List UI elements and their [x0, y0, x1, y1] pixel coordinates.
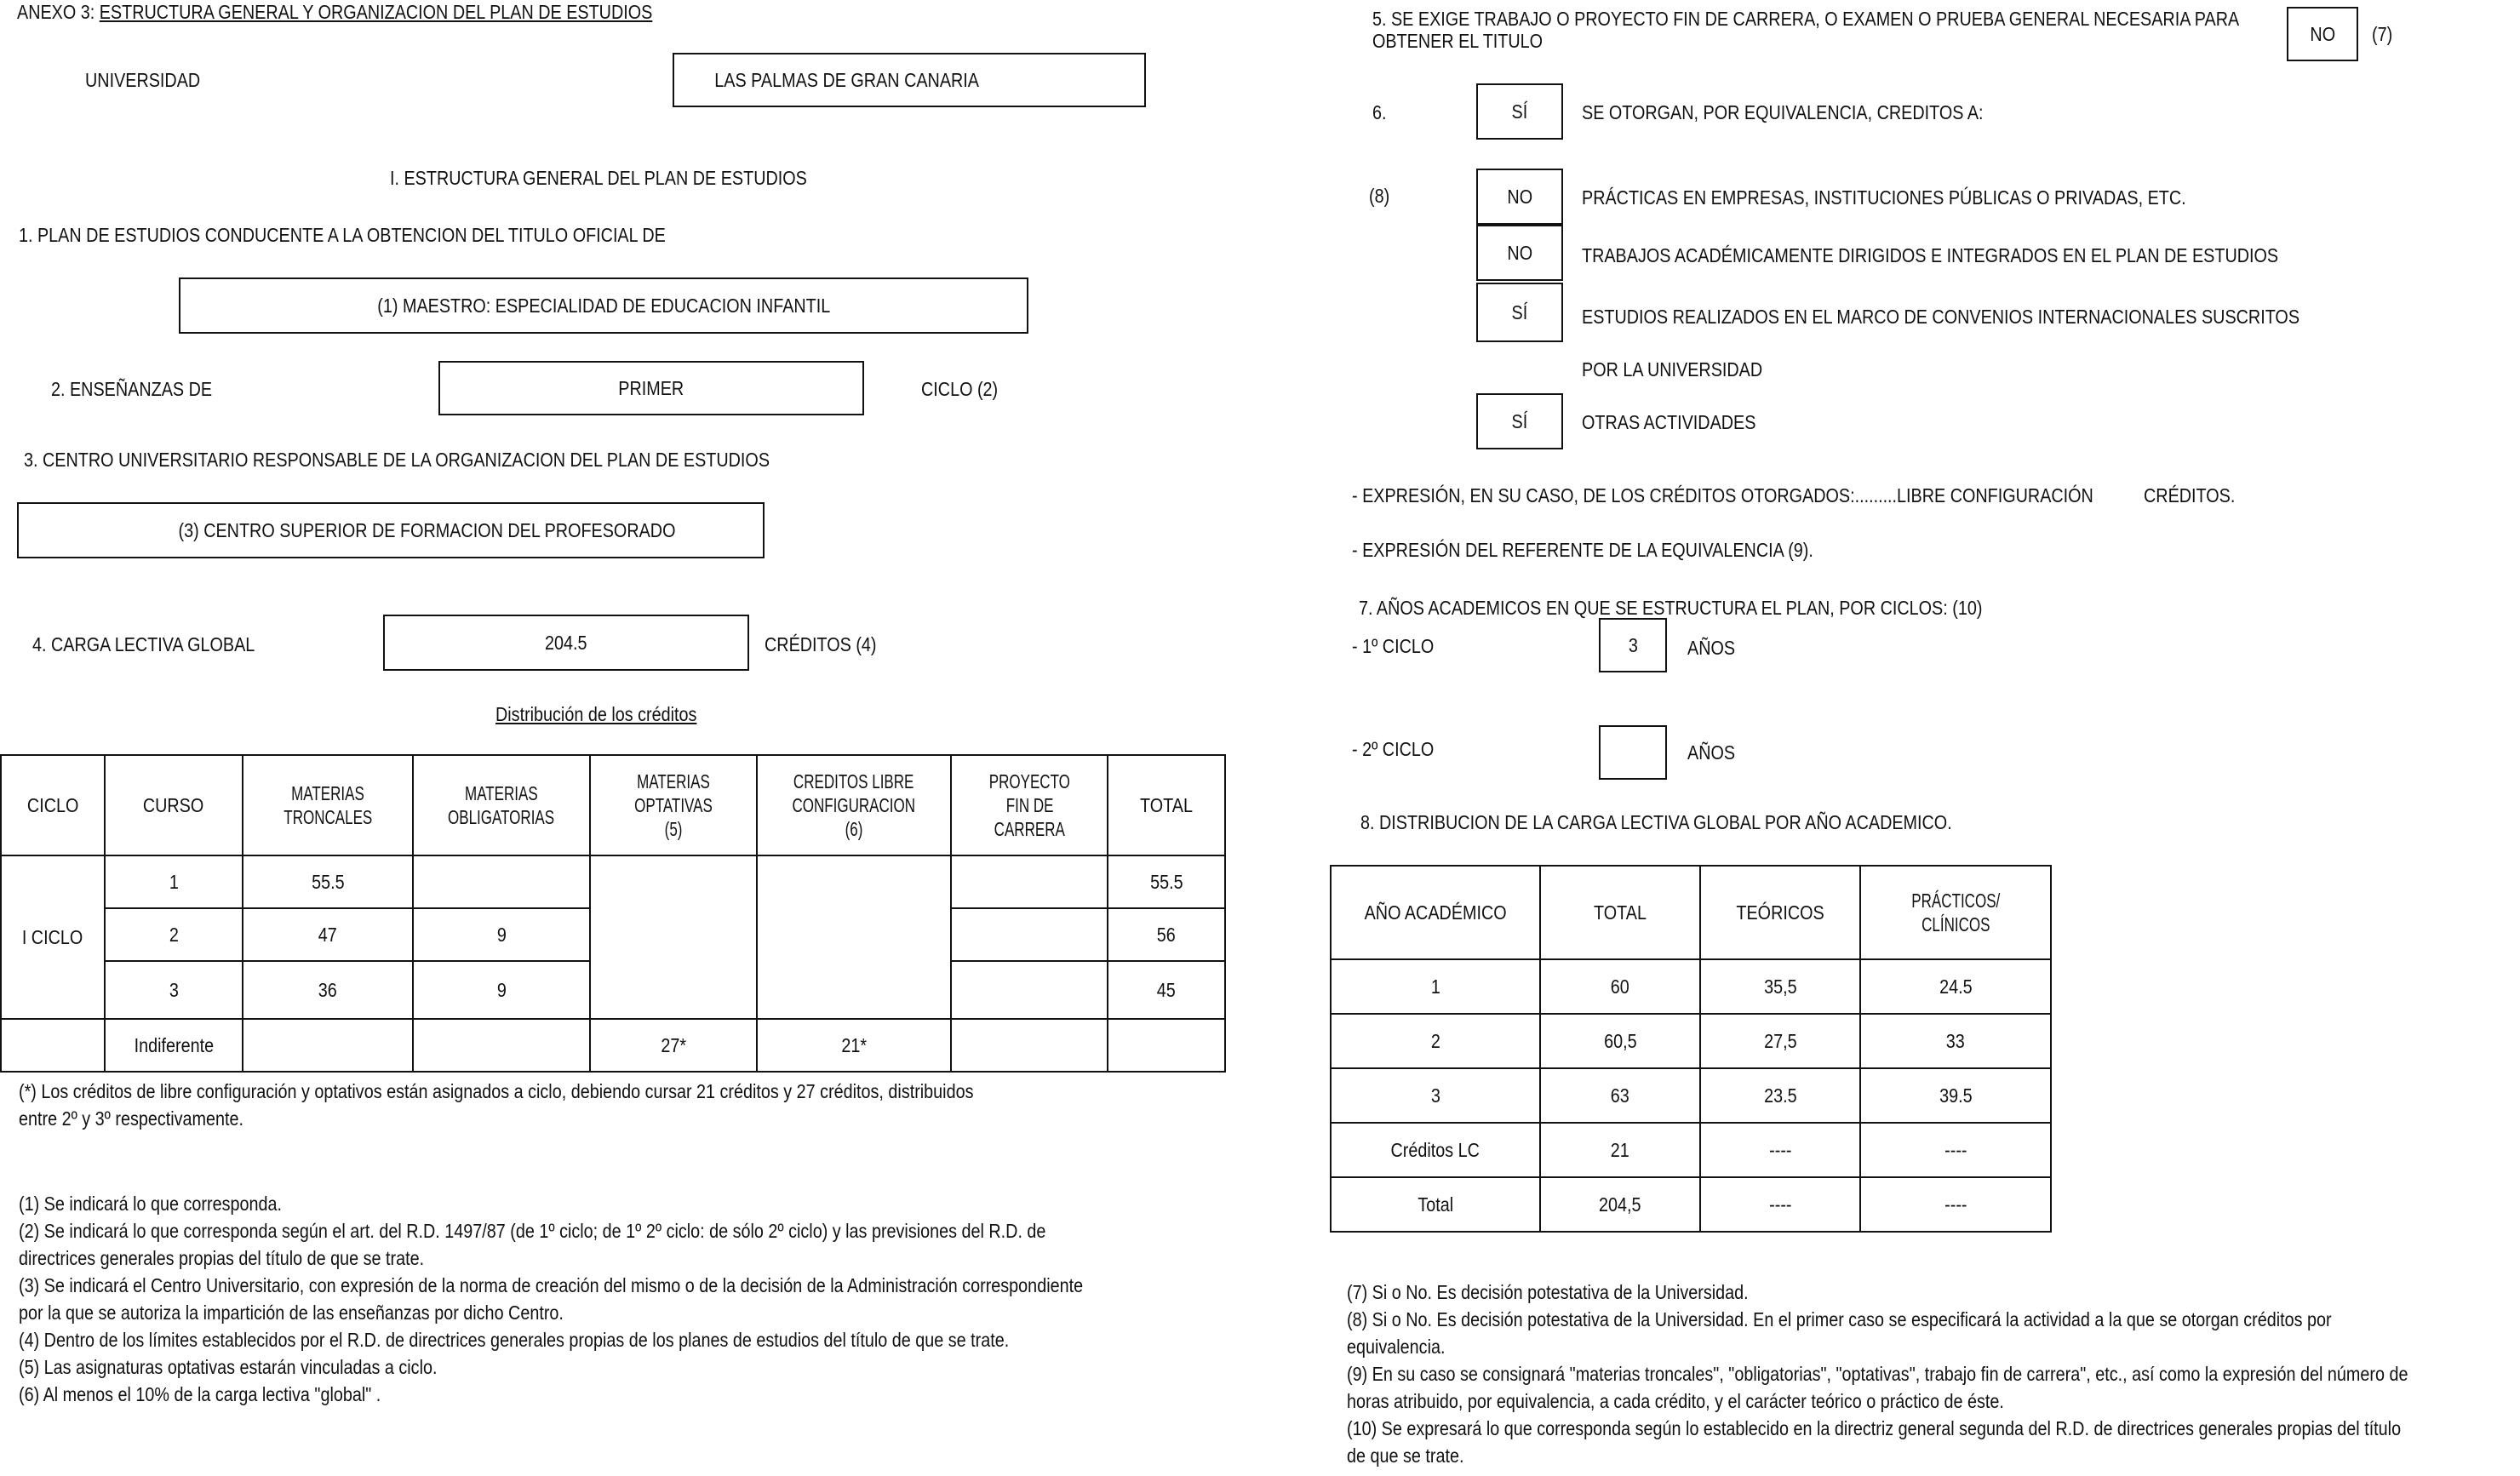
item6-ref: (8) — [1369, 185, 1390, 207]
item6-label: 6. — [1372, 101, 1387, 123]
item8-label: 8. DISTRIBUCION DE LA CARGA LECTIVA GLOBAL POR AÑO ACADEMICO. — [1360, 811, 1952, 833]
item3-value-box — [17, 502, 765, 558]
ciclo2-value-box — [1599, 725, 1667, 780]
ciclo-cell: I CICLO — [1, 855, 105, 1019]
header-obligatorias: MATERIAS OBLIGATORIAS — [413, 755, 590, 855]
header-practicos: PRÁCTICOS/ CLÍNICOS — [1860, 866, 2051, 959]
item2-value: PRIMER — [618, 376, 684, 399]
item4-value: 204.5 — [545, 631, 587, 654]
option-box: SÍ — [1476, 283, 1563, 342]
item3-label: 3. CENTRO UNIVERSITARIO RESPONSABLE DE LA ORGANIZACION DEL PLAN DE ESTUDIOS — [24, 449, 770, 471]
item2-label: 2. ENSEÑANZAS DE — [51, 378, 213, 400]
ciclo1-suffix: AÑOS — [1687, 637, 1736, 659]
option-box: SÍ — [1476, 393, 1563, 449]
header-curso: CURSO — [105, 755, 243, 855]
annex-prefix: ANEXO 3: — [17, 1, 100, 23]
option-text: TRABAJOS ACADÉMICAMENTE DIRIGIDOS E INTEGRADOS EN EL PLAN DE ESTUDIOS — [1582, 244, 2279, 266]
ciclo1-value: 3 — [1628, 633, 1638, 656]
header-troncales: MATERIAS TRONCALES — [243, 755, 413, 855]
universidad-value: LAS PALMAS DE GRAN CANARIA — [714, 68, 980, 91]
item5-line2: OBTENER EL TITULO — [1372, 30, 1544, 52]
ciclo1-value-box — [1599, 618, 1667, 672]
ciclo2-label: - 2º CICLO — [1352, 738, 1435, 760]
expression-credits: - EXPRESIÓN, EN SU CASO, DE LOS CRÉDITOS OTORGADOS:.........LIBRE CONFIGURACIÓN — [1352, 484, 2093, 506]
item6-text: SE OTORGAN, POR EQUIVALENCIA, CREDITOS A: — [1582, 101, 1984, 123]
header-optativas: MATERIAS OPTATIVAS (5) — [590, 755, 757, 855]
year-header-row — [1331, 866, 2051, 959]
item4-label: 4. CARGA LECTIVA GLOBAL — [32, 633, 255, 655]
table-row: 1 60 35,5 24.5 — [1331, 959, 2051, 1014]
item5-ref: (7) — [2372, 23, 2393, 45]
ciclo2-suffix: AÑOS — [1687, 741, 1736, 764]
section-title: I. ESTRUCTURA GENERAL DEL PLAN DE ESTUDIOS — [390, 167, 807, 189]
credits-header-row — [1, 755, 1225, 855]
item6-value-box — [1476, 83, 1563, 140]
table-row: 3 63 23.5 39.5 — [1331, 1068, 2051, 1123]
item4-suffix: CRÉDITOS (4) — [765, 633, 877, 655]
item1-value: (1) MAESTRO: ESPECIALIDAD DE EDUCACION INFANTIL — [377, 294, 830, 317]
item6-value: SÍ — [1511, 100, 1528, 123]
asterisk-note: (*) Los créditos de libre configuración y optativos están asignados a ciclo, debiendo cursar 21 créditos y 27 créditos, distribuidos entre 2º y 3º respectivamente. — [19, 1080, 974, 1130]
distribution-title: Distribución de los créditos — [495, 703, 697, 725]
header-libre: CREDITOS LIBRE CONFIGURACION (6) — [757, 755, 951, 855]
universidad-value-box — [673, 53, 1146, 107]
ciclo1-label: - 1º CICLO — [1352, 635, 1435, 657]
left-footnotes: (1) Se indicará lo que corresponda. (2) Se indicará lo que corresponda según el art. del R.D. 1497/87 (de 1º ciclo; de 1º 2º ciclo: de sólo 2º ciclo) y las previsiones del R.D. de directrices generales propias del título de que se trate. (3) Se indicará el Centro Universitario, con expresión de la norma de creación del mismo o de la decisión de la Administración correspondiente por la que se autoriza la impartición de las enseñanzas por dicho Centro. (4) Dentro de los límites establecidos por el R.D. de directrices generales propias de los planes de estudios del título de que se trate. (5) Las asignaturas optativas estarán vinculadas a ciclo. (6) Al menos el 10% de la carga lectiva "global" . — [19, 1193, 1084, 1405]
item2-value-box — [438, 361, 864, 415]
table-row: 2 47 9 56 — [1, 908, 1225, 961]
item5-value: NO — [2310, 22, 2335, 45]
option-text: PRÁCTICAS EN EMPRESAS, INSTITUCIONES PÚBLICAS O PRIVADAS, ETC. — [1582, 186, 2186, 209]
year-table — [1330, 865, 2052, 1233]
table-row: I CICLO 1 55.5 55.5 — [1, 855, 1225, 908]
item7-label: 7. AÑOS ACADEMICOS EN QUE SE ESTRUCTURA EL PLAN, POR CICLOS: (10) — [1359, 597, 1983, 619]
table-row: Créditos LC 21 ---- ---- — [1331, 1123, 2051, 1177]
header-total: TOTAL — [1108, 755, 1225, 855]
item5-value-box — [2287, 7, 2358, 61]
item3-value: (3) CENTRO SUPERIOR DE FORMACION DEL PROFESORADO — [178, 518, 676, 541]
item2-suffix: CICLO (2) — [921, 378, 999, 400]
table-row: Total 204,5 ---- ---- — [1331, 1177, 2051, 1232]
header-teoricos: TEÓRICOS — [1700, 866, 1860, 959]
table-row: Indiferente 27* 21* — [1, 1019, 1225, 1072]
header-proyecto: PROYECTO FIN DE CARRERA — [951, 755, 1108, 855]
expression-credits-suffix: CRÉDITOS. — [2144, 484, 2236, 506]
item1-label: 1. PLAN DE ESTUDIOS CONDUCENTE A LA OBTENCION DEL TITULO OFICIAL DE — [19, 224, 666, 246]
credits-table — [0, 754, 1226, 1073]
item4-value-box — [383, 615, 749, 671]
option-box: NO — [1476, 225, 1563, 281]
expression-referent: - EXPRESIÓN DEL REFERENTE DE LA EQUIVALENCIA (9). — [1352, 539, 1813, 561]
table-row: 3 36 9 45 — [1, 961, 1225, 1019]
item5-line1: 5. SE EXIGE TRABAJO O PROYECTO FIN DE CARRERA, O EXAMEN O PRUEBA GENERAL NECESARIA PARA — [1372, 8, 2240, 30]
option-text-continued: POR LA UNIVERSIDAD — [1582, 358, 1763, 380]
option-text: OTRAS ACTIVIDADES — [1582, 411, 1756, 433]
universidad-label: UNIVERSIDAD — [85, 69, 201, 91]
option-text: ESTUDIOS REALIZADOS EN EL MARCO DE CONVENIOS INTERNACIONALES SUSCRITOS — [1582, 306, 2300, 328]
libre-merged-cell — [757, 855, 951, 1019]
optativas-merged-cell — [590, 855, 757, 1019]
annex-heading — [17, 0, 652, 24]
annex-title: ESTRUCTURA GENERAL Y ORGANIZACION DEL PLAN DE ESTUDIOS — [99, 1, 653, 23]
header-total: TOTAL — [1540, 866, 1700, 959]
option-box: NO — [1476, 169, 1563, 225]
item1-value-box — [179, 277, 1028, 334]
header-ciclo: CICLO — [1, 755, 105, 855]
right-footnotes: (7) Si o No. Es decisión potestativa de la Universidad. (8) Si o No. Es decisión potestativa de la Universidad. En el primer caso se especificará la actividad a la que se otorgan créditos por equivalencia. (9) En su caso se consignará "materias troncales", "obligatorias", "optativas", trabajo fin de carrera", etc., así como la expresión del número de horas atribuido, por equivalencia, a cada crédito, y el carácter teórico o práctico de éste. (10) Se expresará lo que corresponda según lo establecido en la directriz general segunda del R.D. de directrices generales propias del título de que se trate. — [1347, 1281, 2408, 1467]
table-row: 2 60,5 27,5 33 — [1331, 1014, 2051, 1068]
header-year: AÑO ACADÉMICO — [1331, 866, 1540, 959]
